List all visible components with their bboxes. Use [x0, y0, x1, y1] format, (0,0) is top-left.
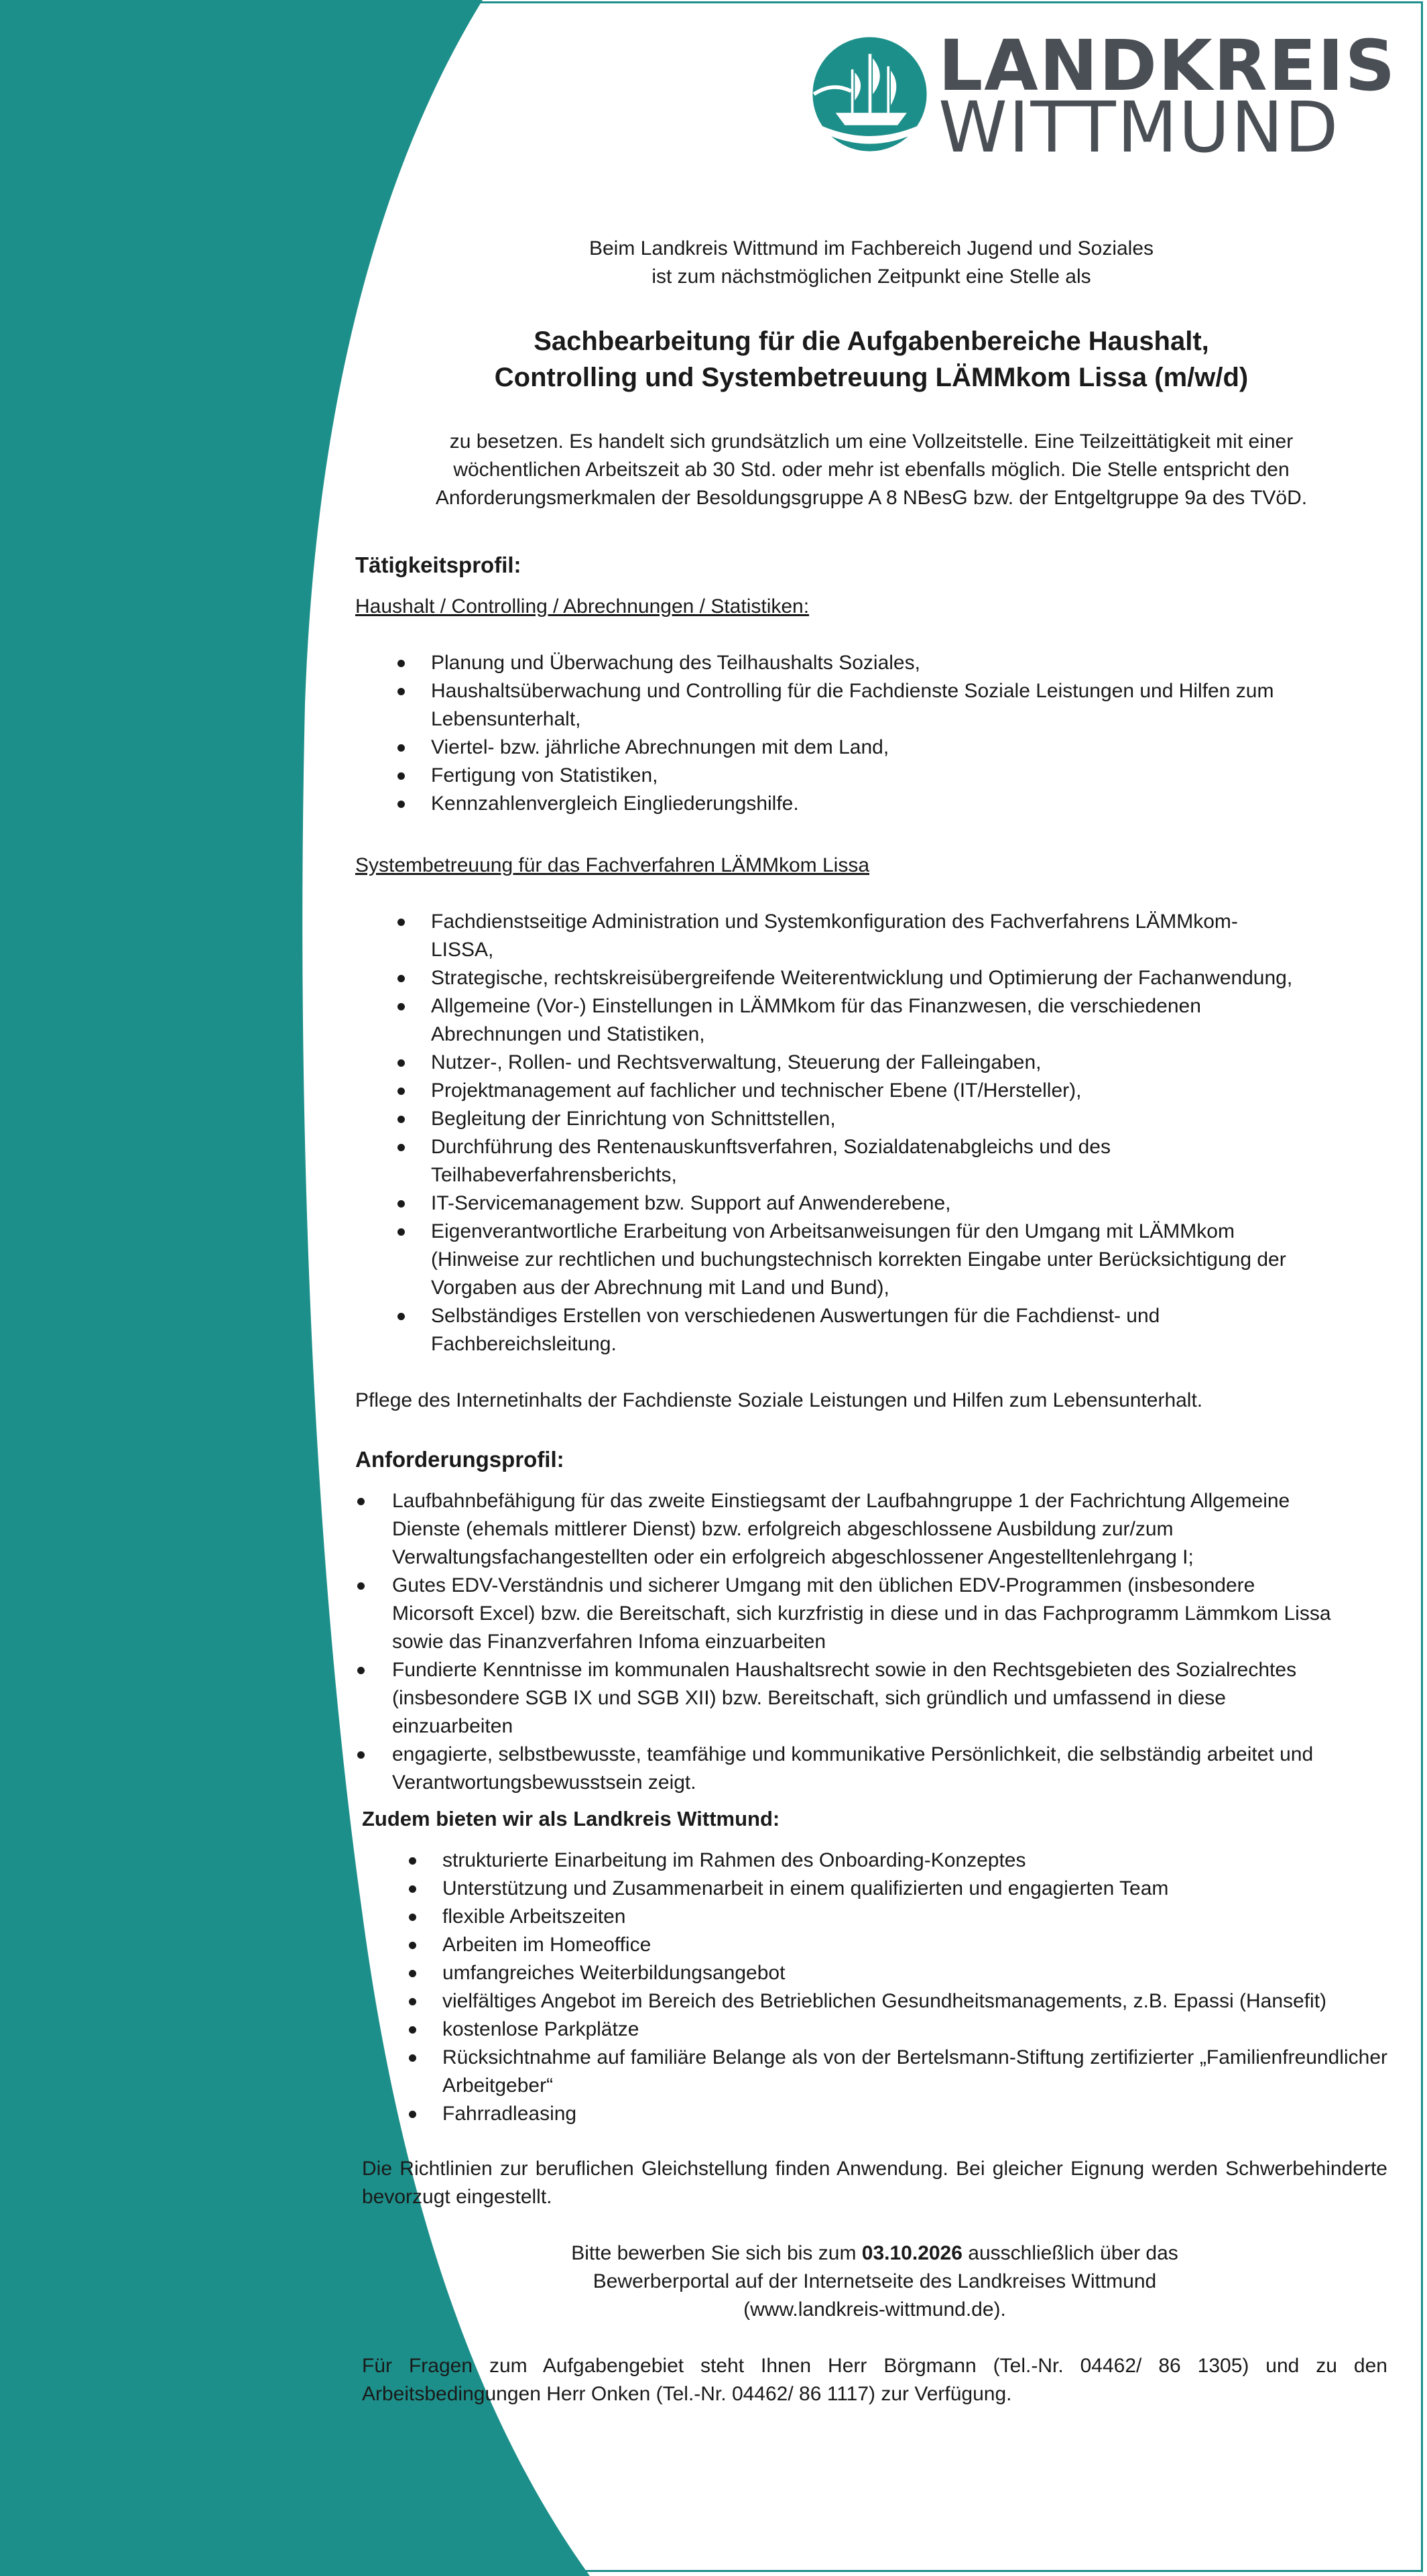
list-item: Allgemeine (Vor-) Einstellungen in LÄMMkom für das Finanzwesen, die verschiedenen Abrechnungen und Statistiken, [355, 992, 1294, 1049]
list-item: Fachdienstseitige Administration und Systemkonfiguration des Fachverfahrens LÄMMkom-LISSA, [355, 908, 1294, 964]
systembetreuung-task-list [355, 908, 1387, 1358]
list-item: Durchführung des Rentenauskunftsverfahren, Sozialdatenabgleichs und des Teilhabeverfahrensberichts, [355, 1133, 1294, 1189]
list-item: Rücksichtnahme auf familiäre Belange als von der Bertelsmann-Stiftung zertifizierter „Familienfreundlicher Arbeitgeber“ [362, 2044, 1387, 2100]
logo-text-landkreis: LANDKREIS [938, 25, 1397, 107]
list-item: Unterstützung und Zusammenarbeit in einem qualifizierten und engagierten Team [362, 1875, 1387, 1903]
application-instructions [362, 2239, 1387, 2324]
list-item: Fundierte Kenntnisse im kommunalen Haushaltsrecht sowie in den Rechtsgebieten des Sozialrechtes (insbesondere SGB IX und SGB XII) bzw. Bereitschaft, sich gründlich und umfassend in diese einzuarbeiten [355, 1656, 1334, 1741]
description-line: zu besetzen. Es handelt sich grundsätzlich um eine Vollzeitstelle. Eine Teilzeittätigkeit mit einer [449, 430, 1294, 453]
job-title-line: Sachbearbeitung für die Aufgabenbereiche Haushalt, [534, 327, 1209, 356]
list-item: IT-Servicemanagement bzw. Support auf Anwenderebene, [355, 1189, 1294, 1218]
position-description [355, 428, 1387, 512]
list-item: Strategische, rechtskreisübergreifende Weiterentwicklung und Optimierung der Fachanwendung, [355, 964, 1294, 992]
intro-line: Beim Landkreis Wittmund im Fachbereich Jugend und Soziales [588, 237, 1154, 259]
equality-notice: Die Richtlinien zur beruflichen Gleichstellung finden Anwendung. Bei gleicher Eignung werden Schwerbehinderte bevorzugt eingestellt. [362, 2158, 1387, 2208]
list-item: Selbständiges Erstellen von verschiedenen Auswertungen für die Fachdienst- und Fachbereichsleitung. [355, 1302, 1294, 1358]
list-item: Begleitung der Einrichtung von Schnittstellen, [355, 1105, 1294, 1133]
contact-info: Für Fragen zum Aufgabengebiet steht Ihnen Herr Börgmann (Tel.-Nr. 04462/ 86 1305) und zu den Arbeitsbedingungen Herr Onken (Tel.-Nr. 04462/ 86 1117) zur Verfügung. [362, 2355, 1387, 2405]
job-title-line: Controlling und Systembetreuung LÄMMkom Lissa (m/w/d) [494, 363, 1249, 392]
list-item: Viertel- bzw. jährliche Abrechnungen mit dem Land, [355, 734, 1387, 762]
section-heading-angebot: Zudem bieten wir als Landkreis Wittmund: [362, 1807, 780, 1830]
list-item: umfangreiches Weiterbildungsangebot [362, 1959, 1387, 1987]
offers-list [362, 1847, 1387, 2128]
haushalt-task-list [355, 649, 1387, 818]
list-item: Fahrradleasing [362, 2100, 1387, 2128]
list-item: strukturierte Einarbeitung im Rahmen des Onboarding-Konzeptes [362, 1847, 1387, 1875]
list-item: Planung und Überwachung des Teilhaushalts Soziales, [355, 649, 1387, 677]
application-text: Bitte bewerben Sie sich bis zum [571, 2242, 862, 2264]
job-posting [355, 235, 1387, 2437]
subheading-haushalt: Haushalt / Controlling / Abrechnungen / Statistiken: [355, 595, 810, 618]
landkreis-logo [808, 25, 1397, 168]
intro-line: ist zum nächstmöglichen Zeitpunkt eine Stelle als [652, 266, 1091, 288]
logo-text-wittmund: WITTMUND [938, 86, 1340, 168]
application-deadline: 03.10.2026 [861, 2242, 963, 2264]
description-line: Anforderungsmerkmalen der Besoldungsgruppe A 8 NBesG bzw. der Entgeltgruppe 9a des TVöD. [435, 487, 1308, 509]
offers-section [355, 1805, 1387, 2408]
list-item: vielfältiges Angebot im Bereich des Betrieblichen Gesundheitsmanagements, z.B. Epassi (Hansefit) [362, 1987, 1387, 2015]
application-text: ausschließlich über das [962, 2242, 1178, 2264]
list-item: Laufbahnbefähigung für das zweite Einstiegsamt der Laufbahngruppe 1 der Fachrichtung Allgemeine Dienste (ehemals mittlerer Dienst) bzw. erfolgreich abgeschlossene Ausbildung zur/zum Verwaltungsfachangestellten oder ein erfolgreich abgeschlossener Angestelltenlehrgang I; [355, 1487, 1334, 1572]
list-item: Nutzer-, Rollen- und Rechtsverwaltung, Steuerung der Falleingaben, [355, 1049, 1294, 1077]
list-item: kostenlose Parkplätze [362, 2015, 1387, 2044]
list-item: Kennzahlenvergleich Eingliederungshilfe. [355, 790, 1387, 818]
application-website: (www.landkreis-wittmund.de). [743, 2298, 1006, 2321]
intro-text [355, 235, 1387, 291]
list-item: Projektmanagement auf fachlicher und technischer Ebene (IT/Hersteller), [355, 1077, 1294, 1105]
list-item: Eigenverantwortliche Erarbeitung von Arbeitsanweisungen für den Umgang mit LÄMMkom (Hinweise zur rechtlichen und buchungstechnisch korrekten Eingabe unter Berücksichtigung der Vorgaben aus der Abrechnung mit Land und Bund), [355, 1218, 1294, 1302]
list-item: flexible Arbeitszeiten [362, 1903, 1387, 1931]
job-title [355, 323, 1387, 396]
section-heading-taetigkeitsprofil: Tätigkeitsprofil: [355, 552, 521, 577]
application-line [362, 2239, 1387, 2268]
requirements-list [355, 1487, 1387, 1797]
subheading-systembetreuung: Systembetreuung für das Fachverfahren LÄMMkom Lissa [355, 854, 870, 876]
ship-emblem-icon [808, 32, 932, 156]
description-line: wöchentlichen Arbeitszeit ab 30 Std. oder mehr ist ebenfalls möglich. Die Stelle entspricht den [453, 459, 1290, 481]
pflege-text: Pflege des Internetinhalts der Fachdienste Soziale Leistungen und Hilfen zum Lebensunterhalt. [355, 1389, 1203, 1411]
list-item: engagierte, selbstbewusste, teamfähige und kommunikative Persönlichkeit, die selbständig arbeitet und Verantwortungsbewusstsein zeigt. [355, 1741, 1334, 1797]
list-item: Haushaltsüberwachung und Controlling für die Fachdienste Soziale Leistungen und Hilfen zum Lebensunterhalt, [355, 677, 1387, 734]
list-item: Arbeiten im Homeoffice [362, 1931, 1387, 1959]
application-line: Bewerberportal auf der Internetseite des Landkreises Wittmund [593, 2270, 1157, 2292]
list-item: Gutes EDV-Verständnis und sicherer Umgang mit den üblichen EDV-Programmen (insbesondere Micorsoft Excel) bzw. die Bereitschaft, sich kurzfristig in diese und in das Fachprogramm Lämmkom Lissa sowie das Finanzverfahren Infoma einzuarbeiten [355, 1572, 1334, 1656]
section-heading-anforderungsprofil: Anforderungsprofil: [355, 1447, 564, 1472]
list-item: Fertigung von Statistiken, [355, 762, 1387, 790]
